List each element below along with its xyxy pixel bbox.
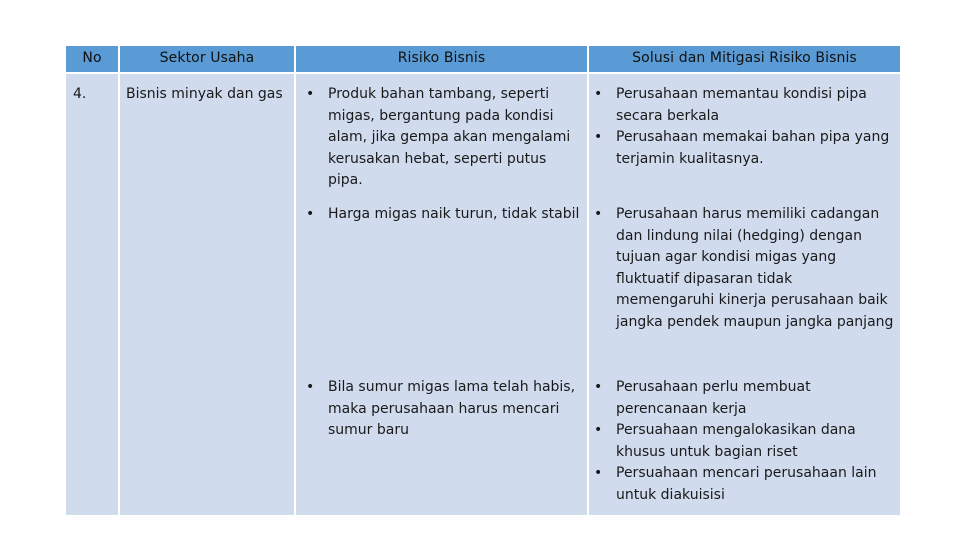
- solution-text: Perusahaan harus memiliki cadangan dan lindung nilai (hedging) dengan tujuan agar kondisi migas yang fluktuatif dipasaran tidak memengaruhi kinerja perusahaan baik jangka pendek maupun jangka panjang: [616, 206, 894, 330]
- risk-item: [306, 84, 583, 192]
- solution-group-2: [594, 204, 894, 377]
- bullet-icon: •: [594, 465, 603, 481]
- bullet-icon: •: [594, 86, 603, 102]
- risk-item: [306, 204, 583, 226]
- cell-risiko-bisnis: [296, 74, 587, 515]
- solution-item: [594, 204, 894, 333]
- cell-no: 4.: [66, 74, 118, 515]
- solution-item: [594, 84, 894, 127]
- solution-text: Perusahaan perlu membuat perencanaan kerja: [616, 379, 811, 417]
- solution-item: [594, 377, 894, 420]
- risk-group-1: [306, 84, 583, 204]
- header-no: No: [66, 46, 118, 72]
- bullet-icon: •: [306, 206, 315, 222]
- bullet-icon: •: [306, 86, 315, 102]
- cell-solusi-mitigasi: [589, 74, 900, 515]
- bullet-icon: •: [594, 422, 603, 438]
- solution-text: Perusahaan memakai bahan pipa yang terjamin kualitasnya.: [616, 129, 890, 167]
- solution-group-3: [594, 377, 894, 506]
- solution-text: Persuahaan mencari perusahaan lain untuk diakuisisi: [616, 465, 877, 503]
- solution-item: [594, 420, 894, 463]
- risk-text: Harga migas naik turun, tidak stabil: [328, 206, 580, 222]
- bullet-icon: •: [594, 129, 603, 145]
- risk-text: Produk bahan tambang, seperti migas, bergantung pada kondisi alam, jika gempa akan mengalami kerusakan hebat, seperti putus pipa.: [328, 86, 571, 188]
- solution-item: [594, 127, 894, 170]
- header-solusi-mitigasi: Solusi dan Mitigasi Risiko Bisnis: [589, 46, 900, 72]
- solution-item: [594, 463, 894, 506]
- bullet-icon: •: [306, 379, 315, 395]
- cell-sektor-usaha: Bisnis minyak dan gas: [120, 74, 294, 515]
- risk-group-2: [306, 204, 583, 377]
- bullet-icon: •: [594, 379, 603, 395]
- solution-text: Persuahaan mengalokasikan dana khusus untuk bagian riset: [616, 422, 856, 460]
- header-sektor-usaha: Sektor Usaha: [120, 46, 294, 72]
- header-risiko-bisnis: Risiko Bisnis: [296, 46, 587, 72]
- solution-group-1: [594, 84, 894, 204]
- risk-table: [66, 46, 894, 513]
- bullet-icon: •: [594, 206, 603, 222]
- risk-item: [306, 377, 583, 442]
- solution-text: Perusahaan memantau kondisi pipa secara berkala: [616, 86, 867, 124]
- risk-group-3: [306, 377, 583, 442]
- risk-text: Bila sumur migas lama telah habis, maka perusahaan harus mencari sumur baru: [328, 379, 576, 438]
